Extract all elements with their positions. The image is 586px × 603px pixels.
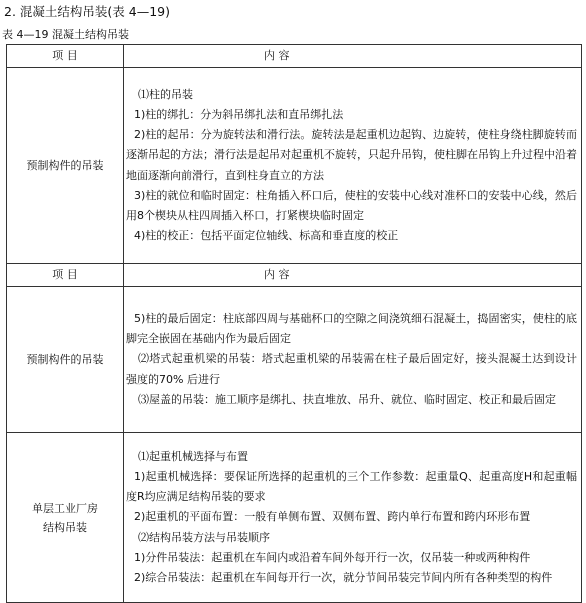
header-item-cell: 项 目 bbox=[7, 264, 124, 287]
table-header-row bbox=[7, 264, 582, 287]
content-line: 1)柱的绑扎：分为斜吊绑扎法和直吊绑扎法 bbox=[134, 107, 344, 121]
content-line: ⑵塔式起重机梁的吊装：塔式起重机梁的吊装需在柱子最后固定好，接头混凝土达到设计强度的70% 后进行 bbox=[126, 352, 577, 386]
content-line: 5)柱的最后固定：柱底部四周与基础杯口的空隙之间浇筑细石混凝土，捣固密实，使柱的底脚完全嵌固在基础内作为最后固定 bbox=[126, 311, 577, 346]
content-line: 2)综合吊装法：起重机在车间每开行一次，就分节间吊装完节间内所有各种类型的构件 bbox=[134, 571, 553, 584]
content-line: 2)起重机的平面布置：一般有单侧布置、双侧布置、跨内单行布置和跨内环形布置 bbox=[134, 510, 531, 524]
content-line: ⑵结构吊装方法与吊装顺序 bbox=[138, 530, 270, 544]
content-line: ⑴起重机械选择与布置 bbox=[138, 449, 248, 463]
row-label-cell: 预制构件的吊装 bbox=[7, 68, 124, 264]
content-line: 3)柱的就位和临时固定：柱角插入杯口后，使柱的安装中心线对准杯口的安装中心线，然后用8个楔块从柱四周插入杯口，打紧楔块临时固定 bbox=[126, 188, 577, 222]
content-line: 4)柱的校正：包括平面定位轴线、标高和垂直度的校正 bbox=[134, 229, 399, 243]
row-label-cell: 预制构件的吊装 bbox=[7, 287, 124, 433]
header-item-cell: 项 目 bbox=[7, 45, 124, 68]
header-content-cell: 内 容 bbox=[124, 264, 582, 287]
row-label-line: 单层工业厂房 bbox=[32, 501, 98, 515]
table-row bbox=[7, 433, 582, 603]
section-heading: 2. 混凝土结构吊装(表 4—19) bbox=[4, 4, 170, 19]
table-header-row bbox=[7, 45, 582, 68]
row-content-cell bbox=[124, 287, 582, 433]
row-label-cell bbox=[7, 433, 124, 603]
content-line: 1)分件吊装法：起重机在车间内或沿着车间外每开行一次，仅吊装一种或两种构件 bbox=[134, 550, 531, 564]
construction-table bbox=[6, 44, 582, 603]
row-label-line: 结构吊装 bbox=[43, 520, 87, 534]
content-line: ⑶屋盖的吊装：施工顺序是绑扎、扶直堆放、吊升、就位、临时固定、校正和最后固定 bbox=[138, 392, 556, 406]
table-row bbox=[7, 287, 582, 433]
row-content-cell bbox=[124, 68, 582, 264]
row-content-cell bbox=[124, 433, 582, 603]
table-caption: 表 4—19 混凝土结构吊装 bbox=[2, 28, 129, 41]
table-row bbox=[7, 68, 582, 264]
content-line: 1)起重机械选择：要保证所选择的起重机的三个工作参数：起重量Q、起重高度H和起重幅度R均应满足结构吊装的要求 bbox=[126, 469, 577, 504]
header-content-cell: 内 容 bbox=[124, 45, 582, 68]
content-line: ⑴柱的吊装 bbox=[138, 87, 193, 101]
content-line: 2)柱的起吊：分为旋转法和滑行法。旋转法是起重机边起钩、边旋转，使柱身绕柱脚旋转而逐渐吊起的方法；滑行法是起吊对起重机不旋转，只起升吊钩，使柱脚在吊钩上升过程中沿着地面逐渐向前滑行，直到柱身直立的方法 bbox=[126, 128, 577, 182]
